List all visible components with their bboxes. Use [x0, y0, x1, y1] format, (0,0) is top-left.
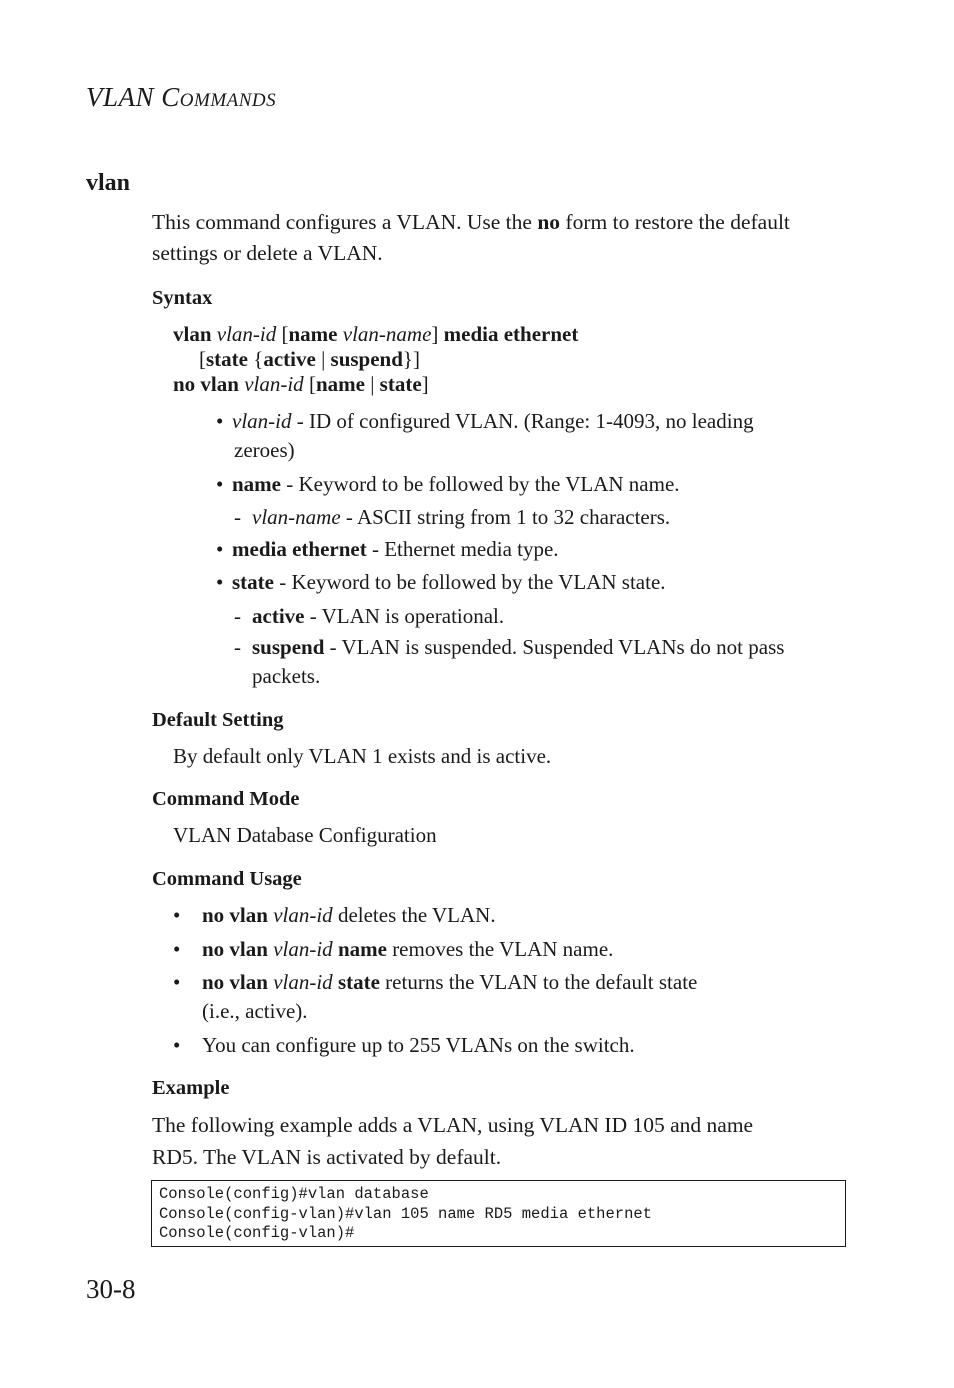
syntax-arg: vlan-name — [342, 322, 432, 346]
command-mode-text: VLAN Database Configuration — [173, 823, 437, 847]
header-prefix: VLAN C — [86, 82, 180, 112]
param-term: active — [252, 604, 305, 628]
header-rest: OMMANDS — [179, 90, 277, 111]
dash-icon: - — [234, 505, 241, 529]
bullet-icon: • — [173, 903, 181, 927]
param-desc: - ASCII string from 1 to 32 characters. — [340, 505, 671, 529]
intro-paragraph — [152, 207, 852, 269]
bullet-icon: • — [173, 970, 181, 994]
param-desc: - Keyword to be followed by the VLAN state. — [273, 570, 666, 594]
syntax-bracket: [ — [276, 322, 289, 346]
param-term: vlan-id — [232, 409, 292, 433]
param-desc: - ID of configured VLAN. (Range: 1-4093, no leading — [291, 409, 754, 433]
usage-kw: state — [337, 970, 380, 994]
syntax-brace: { — [247, 347, 264, 371]
syntax-kw: suspend — [330, 347, 403, 371]
code-line: Console(config-vlan)#vlan 105 name RD5 media ethernet — [159, 1204, 652, 1223]
syntax-kw: name — [288, 322, 338, 346]
param-term: suspend — [252, 635, 325, 659]
param-desc: - Ethernet media type. — [366, 537, 559, 561]
usage-kw: name — [337, 937, 387, 961]
example-text-1: The following example adds a VLAN, using VLAN ID 105 and name — [152, 1113, 754, 1137]
code-line: Console(config)#vlan database — [159, 1185, 429, 1203]
param-active — [234, 604, 504, 629]
syntax-bracket: ] — [431, 322, 439, 346]
syntax-line-1 — [173, 322, 578, 347]
command-usage-heading: Command Usage — [152, 868, 302, 890]
usage-item-2 — [173, 937, 613, 962]
syntax-kw: name — [315, 372, 365, 396]
syntax-arg: vlan-id — [216, 322, 277, 346]
usage-text: You can configure up to 255 VLANs on the switch. — [202, 1033, 635, 1057]
intro-text-1: This command configures a VLAN. Use the — [152, 210, 538, 234]
bullet-icon: • — [216, 472, 224, 496]
usage-text: deletes the VLAN. — [332, 903, 496, 927]
command-mode-heading: Command Mode — [152, 788, 300, 810]
param-vlan-id-cont: zeroes) — [234, 438, 295, 462]
usage-arg: vlan-id — [273, 937, 333, 961]
usage-item-4 — [173, 1033, 635, 1058]
param-suspend-cont: packets. — [252, 664, 321, 688]
syntax-kw: state — [206, 347, 248, 371]
default-setting-text: By default only VLAN 1 exists and is active. — [173, 744, 552, 768]
bullet-icon: • — [216, 409, 224, 433]
code-line: Console(config-vlan)# — [159, 1224, 355, 1242]
param-media — [216, 537, 559, 562]
page-number: 30-8 — [86, 1274, 136, 1304]
code-example — [151, 1180, 846, 1247]
syntax-bracket: [ — [303, 372, 316, 396]
syntax-cmd: vlan — [173, 322, 212, 346]
usage-cmd: no vlan — [202, 937, 268, 961]
syntax-kw: state — [379, 372, 422, 396]
syntax-brace: }] — [402, 347, 420, 371]
intro-keyword: no — [537, 210, 561, 234]
syntax-line-3 — [173, 372, 429, 397]
usage-item-3 — [173, 970, 697, 995]
param-name — [216, 472, 680, 497]
syntax-bar: | — [315, 347, 331, 371]
usage-item-3-cont: (i.e., active). — [202, 999, 308, 1023]
dash-icon: - — [234, 635, 241, 659]
syntax-heading: Syntax — [152, 287, 213, 309]
param-vlan-name — [234, 505, 670, 530]
param-term: media ethernet — [232, 537, 367, 561]
usage-cmd: no vlan — [202, 903, 268, 927]
param-term: state — [232, 570, 274, 594]
usage-arg: vlan-id — [273, 970, 333, 994]
bullet-icon: • — [173, 1033, 181, 1057]
intro-text-2: form to restore the default settings or delete a VLAN. — [152, 210, 790, 265]
param-state — [216, 570, 666, 595]
syntax-line-2 — [199, 347, 420, 372]
bullet-icon: • — [173, 937, 181, 961]
example-text-2: RD5. The VLAN is activated by default. — [152, 1145, 502, 1169]
param-desc: - VLAN is suspended. Suspended VLANs do not pass — [324, 635, 785, 659]
syntax-cmd: no vlan — [173, 372, 239, 396]
syntax-arg: vlan-id — [244, 372, 304, 396]
syntax-bar: | — [364, 372, 380, 396]
default-setting-heading: Default Setting — [152, 709, 284, 731]
param-vlan-id — [216, 409, 754, 434]
param-desc: - VLAN is operational. — [304, 604, 505, 628]
usage-text: returns the VLAN to the default state — [379, 970, 698, 994]
param-term: vlan-name — [252, 505, 341, 529]
usage-arg: vlan-id — [273, 903, 333, 927]
syntax-bracket: ] — [421, 372, 429, 396]
syntax-kw: media ethernet — [438, 322, 579, 346]
usage-cmd: no vlan — [202, 970, 268, 994]
bullet-icon: • — [216, 570, 224, 594]
param-desc: - Keyword to be followed by the VLAN name. — [281, 472, 680, 496]
param-suspend — [234, 635, 784, 660]
usage-item-1 — [173, 903, 496, 928]
bullet-icon: • — [216, 537, 224, 561]
syntax-bracket: [ — [199, 347, 206, 371]
usage-text: removes the VLAN name. — [386, 937, 614, 961]
command-title: vlan — [86, 170, 131, 196]
param-term: name — [232, 472, 281, 496]
example-heading: Example — [152, 1077, 230, 1099]
dash-icon: - — [234, 604, 241, 628]
running-header — [86, 82, 276, 113]
syntax-kw: active — [263, 347, 316, 371]
